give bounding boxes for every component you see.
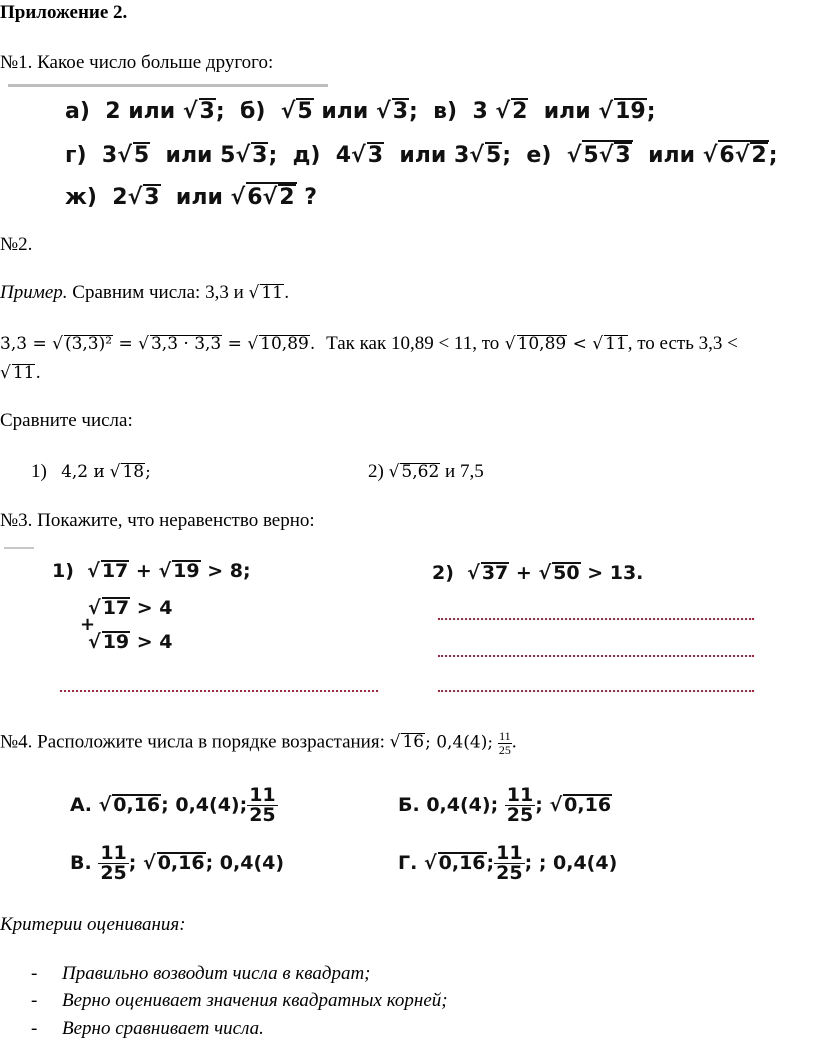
task2-item1: 1) 4,2 и √ 18;	[31, 461, 151, 482]
answer-line	[438, 655, 754, 657]
page-heading: Приложение 2.	[0, 2, 128, 23]
task3-p1-statement: 1) √ 17 + √ 19 > 8;	[52, 560, 251, 582]
option-v: В. $\frac{11}{25}$ ; √ 0,16; 0,4(4)	[70, 842, 285, 884]
option-g: Г. √ 0,16; $\frac{11}{25}$ ; ; 0,4(4)	[398, 842, 618, 884]
task3-p2-statement: 2) √ 37 + √ 50 > 13.	[432, 562, 644, 584]
task2-title: №2.	[0, 234, 33, 255]
scan-artifact	[4, 547, 34, 549]
option-b: Б. 0,4(4); $\frac{11}{25}$ ; √ 0,16	[398, 784, 612, 826]
task1-line1: а) 2 или √3; б) √5 или √3; в) 3 √2 или √19;	[65, 99, 656, 124]
answer-line	[438, 618, 754, 620]
task2-item2: 2) √ 5,62 и 7,5	[368, 461, 484, 482]
task2-example: Пример. Сравним числа: 3,3 и √ 11.	[0, 282, 290, 303]
option-a: А. √ 0,16; 0,4(4); $\frac{11}{25}$	[70, 784, 276, 826]
task1-title: №1. Какое число больше другого:	[0, 52, 274, 73]
criteria-title: Критерии оценивания:	[0, 914, 186, 935]
scan-artifact	[8, 84, 328, 87]
task3-p1-step2: √ 19 > 4	[88, 631, 173, 653]
task3-title: №3. Покажите, что неравенство верно:	[0, 510, 315, 531]
criteria-item: - Верно оценивает значения квадратных корней;	[31, 990, 448, 1011]
task2-compare-label: Сравните числа:	[0, 410, 133, 431]
task2-calc-line1: 3,3 = √ (3,3)² = √ 3,3 · 3,3 = √ 10,89. Так как 10,89 < 11, то √ 10,89 < √ 11, то есть 3,3 <	[0, 333, 738, 354]
task1-line3: ж) 2√3 или √6√2 ?	[65, 182, 317, 210]
task1-line2: г) 3√5 или 5√3; д) 4√3 или 3√5; е) √5√3 или √6√2;	[65, 140, 778, 168]
answer-line	[438, 690, 754, 692]
task2-calc-line2: √ 11.	[0, 363, 41, 383]
plus-sign: +	[80, 614, 96, 635]
task4-fraction: $\frac{11}{25}$	[498, 729, 511, 757]
criteria-item: - Правильно возводит числа в квадрат;	[31, 963, 371, 984]
task3-p1-step1: √ 17 > 4	[88, 597, 173, 619]
task4-title: №4. Расположите числа в порядке возрастания: √ 16; 0,4(4); $\frac{11}{25}$ .	[0, 729, 517, 757]
answer-line	[60, 690, 378, 692]
criteria-item: - Верно сравнивает числа.	[31, 1018, 264, 1039]
